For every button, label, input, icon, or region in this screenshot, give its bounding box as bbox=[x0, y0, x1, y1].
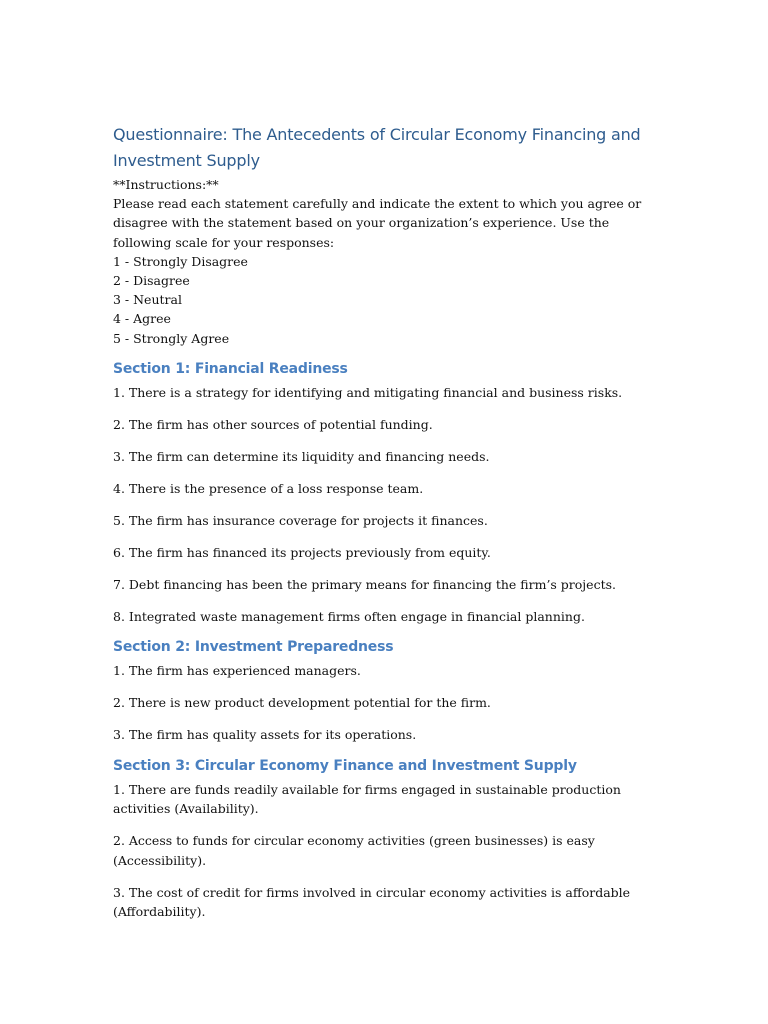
list-item: 2. There is new product development potential for the firm. bbox=[113, 695, 491, 711]
section-items bbox=[113, 661, 658, 745]
instructions-text: Please read each statement carefully and indicate the extent to which you agree or disagree with the statement based on your organization’s experience. Use the following scale for your responses: bbox=[113, 196, 642, 250]
document-title: Questionnaire: The Antecedents of Circular Economy Financing and Investment Supply bbox=[113, 125, 641, 170]
section-items bbox=[113, 383, 658, 627]
scale-item: 2 - Disagree bbox=[113, 273, 190, 289]
scale-item: 4 - Agree bbox=[113, 311, 171, 327]
list-item: 1. There is a strategy for identifying and mitigating financial and business risks. bbox=[113, 384, 623, 400]
section-heading: Section 1: Financial Readiness bbox=[113, 360, 348, 377]
list-item: 6. The firm has financed its projects previously from equity. bbox=[113, 544, 491, 560]
scale-item: 3 - Neutral bbox=[113, 292, 182, 308]
section-items bbox=[113, 780, 658, 922]
list-item: 2. Access to funds for circular economy activities (green businesses) is easy (Accessibility). bbox=[113, 833, 595, 868]
list-item: 1. There are funds readily available for firms engaged in sustainable production activities (Availability). bbox=[113, 781, 621, 817]
section-heading: Section 2: Investment Preparedness bbox=[113, 639, 394, 656]
instructions-label: **Instructions:** bbox=[113, 177, 219, 192]
section-heading: Section 3: Circular Economy Finance and Investment Supply bbox=[113, 757, 577, 774]
section-3 bbox=[113, 756, 658, 922]
scale-item: 5 - Strongly Agree bbox=[113, 330, 230, 346]
list-item: 2. The firm has other sources of potential funding. bbox=[113, 416, 433, 432]
scale-item: 1 - Strongly Disagree bbox=[113, 253, 248, 269]
list-item: 3. The firm can determine its liquidity and financing needs. bbox=[113, 448, 490, 464]
list-item: 3. The firm has quality assets for its operations. bbox=[113, 727, 417, 743]
response-scale bbox=[113, 252, 658, 348]
list-item: 1. The firm has experienced managers. bbox=[113, 663, 361, 679]
instructions-block bbox=[113, 175, 658, 348]
list-item: 4. There is the presence of a loss response team. bbox=[113, 480, 424, 496]
list-item: 8. Integrated waste management firms often engage in financial planning. bbox=[113, 608, 585, 624]
list-item: 3. The cost of credit for firms involved in circular economy activities is affordable (Affordability). bbox=[113, 884, 631, 920]
section-2 bbox=[113, 637, 658, 745]
section-1 bbox=[113, 359, 658, 627]
list-item: 5. The firm has insurance coverage for projects it finances. bbox=[113, 512, 488, 528]
list-item: 7. Debt financing has been the primary means for financing the firm’s projects. bbox=[113, 576, 616, 592]
document-page bbox=[113, 122, 658, 922]
